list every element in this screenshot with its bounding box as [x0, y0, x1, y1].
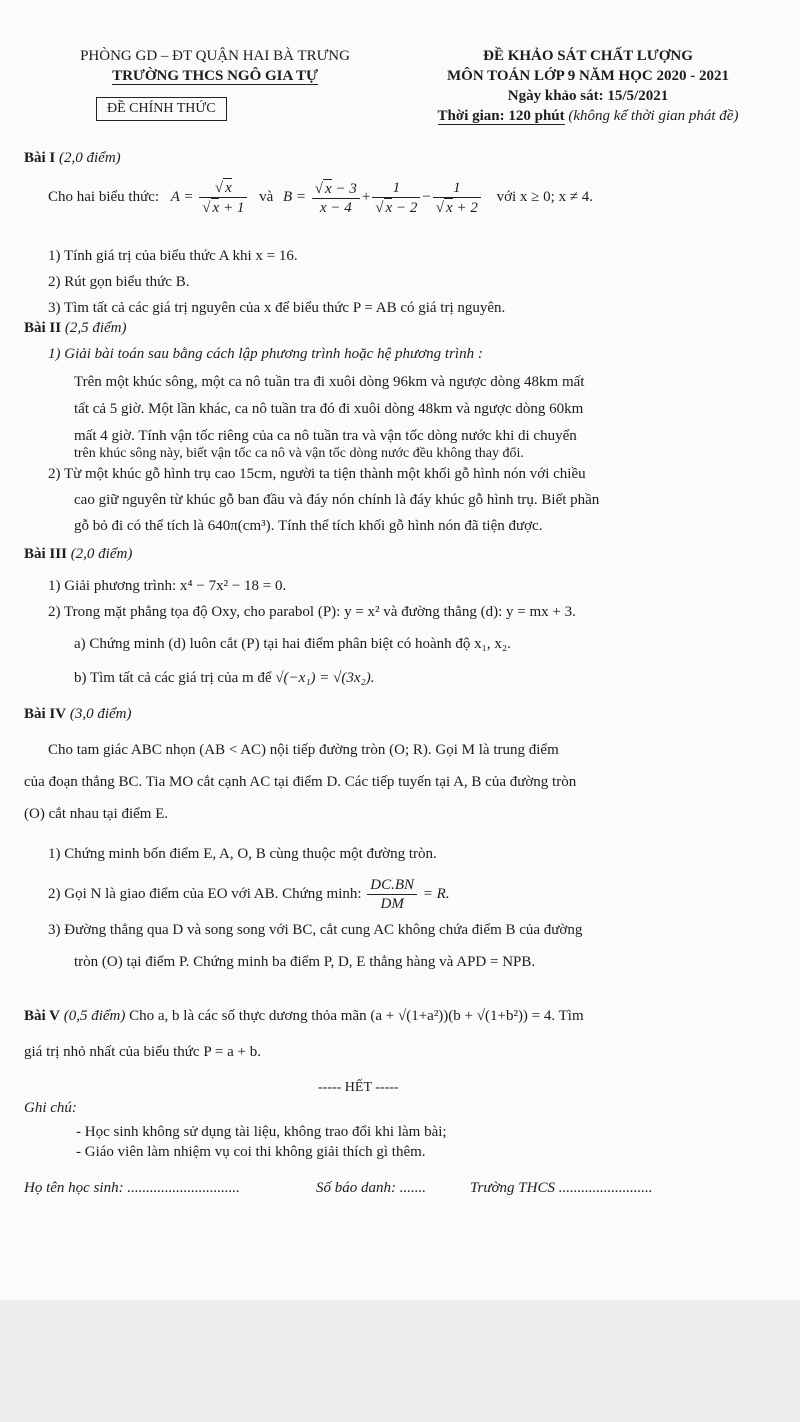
fraction-b2: $\frac{1}{√ x - 2}$: [372, 179, 420, 217]
bai1-q1: 1) Tính giá trị của biểu thức A khi x = 16.: [48, 248, 298, 264]
candidate-number-field: Số báo danh: .......: [316, 1180, 426, 1196]
bai4-line3: (O) cắt nhau tại điểm E.: [24, 806, 169, 822]
end-mark: ----- HẾT -----: [318, 1080, 399, 1095]
bai1-q3: 3) Tìm tất cả các giá trị nguyên của x để biểu thức P = AB có giá trị nguyên.: [48, 300, 506, 316]
bai2-q2-line1: 2) Từ một khúc gỗ hình trụ cao 15cm, người ta tiện thành một khối gỗ hình nón với chiều: [48, 466, 586, 482]
bai3-q1: 1) Giải phương trình: x⁴ − 7x² − 18 = 0.: [48, 578, 287, 594]
department-name: PHÒNG GD – ĐT QUẬN HAI BÀ TRƯNG: [80, 48, 350, 64]
bai4-line1: Cho tam giác ABC nhọn (AB < AC) nội tiếp đường tròn (O; R). Gọi M là trung điểm: [48, 742, 559, 758]
bai1-expressions: Cho hai biểu thức: A = $\frac{√ x}{√ x + 1}$ và B = $\frac{√ x - 3}{x - 4}$ + $\frac{1}{√ x - 2}$ − $\frac{1}{√ x + 2}$ với x ≥ 0; x ≠ 4.: [48, 179, 594, 216]
bai2-q1-line1: Trên một khúc sông, một ca nô tuần tra đi xuôi dòng 96km và ngược dòng 48km mất: [74, 374, 585, 390]
bai2-q2-line2: cao giữ nguyên từ khúc gỗ ban đầu và đáy nón chính là đáy khúc gỗ hình trụ. Biết phần: [74, 492, 600, 508]
exam-date: Ngày khảo sát: 15/5/2021: [507, 88, 669, 104]
fraction-a: $\frac{√ x}{√ x + 1}$: [199, 178, 247, 217]
fraction-b1: $\frac{√ x - 3}{x - 4}$: [312, 179, 360, 217]
bai3-qb: b) Tìm tất cả các giá trị của m để √(−x₁) = √(3x₂).: [74, 670, 375, 686]
bai4-q3-line1: 3) Đường thẳng qua D và song song với BC, cắt cung AC không chứa điểm B của đường: [48, 922, 583, 938]
bai4-heading: Bài IV (3,0 điểm): [24, 706, 132, 722]
bai2-q1-title: 1) Giải bài toán sau bằng cách lập phương trình hoặc hệ phương trình :: [48, 346, 483, 362]
bai5-line2: giá trị nhỏ nhất của biểu thức P = a + b.: [24, 1044, 261, 1060]
bai2-q1-line2: tất cả 5 giờ. Một lần khác, ca nô tuần tra đó đi xuôi dòng 48km và ngược dòng 60km: [74, 401, 584, 417]
header-left: [30, 46, 400, 86]
bai4-q1: 1) Chứng minh bốn điểm E, A, O, B cùng thuộc một đường tròn.: [48, 846, 437, 862]
note-title: Ghi chú:: [24, 1100, 77, 1116]
bai4-q3-line2: tròn (O) tại điểm P. Chứng minh ba điểm P, D, E thẳng hàng và APD = NPB.: [74, 954, 536, 970]
exam-duration: Thời gian: 120 phút (không kể thời gian phát đề): [437, 108, 739, 124]
note-item-2: - Giáo viên làm nhiệm vụ coi thi không giải thích gì thêm.: [76, 1144, 426, 1160]
bai2-heading: Bài II (2,5 điểm): [24, 320, 127, 336]
bai5-line1: Bài V (0,5 điểm) Cho a, b là các số thực dương thỏa mãn (a + √(1+a²))(b + √(1+b²)) = 4. Tìm: [24, 1008, 584, 1024]
student-name-field: Họ tên học sinh: ..............................: [24, 1180, 240, 1196]
exam-subject: MÔN TOÁN LỚP 9 NĂM HỌC 2020 - 2021: [447, 68, 729, 84]
bai2-q1-line4: trên khúc sông này, biết vận tốc ca nô và vận tốc dòng nước đều không thay đổi.: [74, 446, 524, 461]
screen-background: [0, 1300, 800, 1422]
bai1-heading: Bài I (2,0 điểm): [24, 150, 121, 166]
bai2-q2-line3: gỗ bỏ đi có thể tích là 640π(cm³). Tính thể tích khối gỗ hình nón đã tiện được.: [74, 518, 543, 534]
school-name: TRƯỜNG THCS NGÔ GIA TỰ: [112, 68, 318, 84]
header-right: [398, 46, 778, 126]
fraction-b3: $\frac{1}{√ x + 2}$: [433, 179, 481, 217]
bai1-q2: 2) Rút gọn biểu thức B.: [48, 274, 190, 290]
official-exam-box: ĐỀ CHÍNH THỨC: [96, 97, 227, 121]
note-item-1: - Học sinh không sử dụng tài liệu, không trao đổi khi làm bài;: [76, 1124, 447, 1140]
bai3-heading: Bài III (2,0 điểm): [24, 546, 133, 562]
bai2-q1-line3: mất 4 giờ. Tính vận tốc riêng của ca nô tuần tra và vận tốc dòng nước khi di chuyển: [74, 428, 577, 444]
bai3-q2: 2) Trong mặt phẳng tọa độ Oxy, cho parabol (P): y = x² và đường thẳng (d): y = mx + 3.: [48, 604, 576, 620]
bai3-qa: a) Chứng minh (d) luôn cắt (P) tại hai điểm phân biệt có hoành độ x₁, x₂.: [74, 636, 511, 652]
bai4-line2: của đoạn thẳng BC. Tia MO cắt cạnh AC tại điểm D. Các tiếp tuyến tại A, B của đường tròn: [24, 774, 577, 790]
exam-title: ĐỀ KHẢO SÁT CHẤT LƯỢNG: [483, 48, 693, 64]
bai4-q2: 2) Gọi N là giao điểm của EO với AB. Chứng minh: $\frac{DC.BN}{DM}$ = R.: [48, 877, 450, 912]
school-field: Trường THCS .........................: [470, 1180, 653, 1196]
